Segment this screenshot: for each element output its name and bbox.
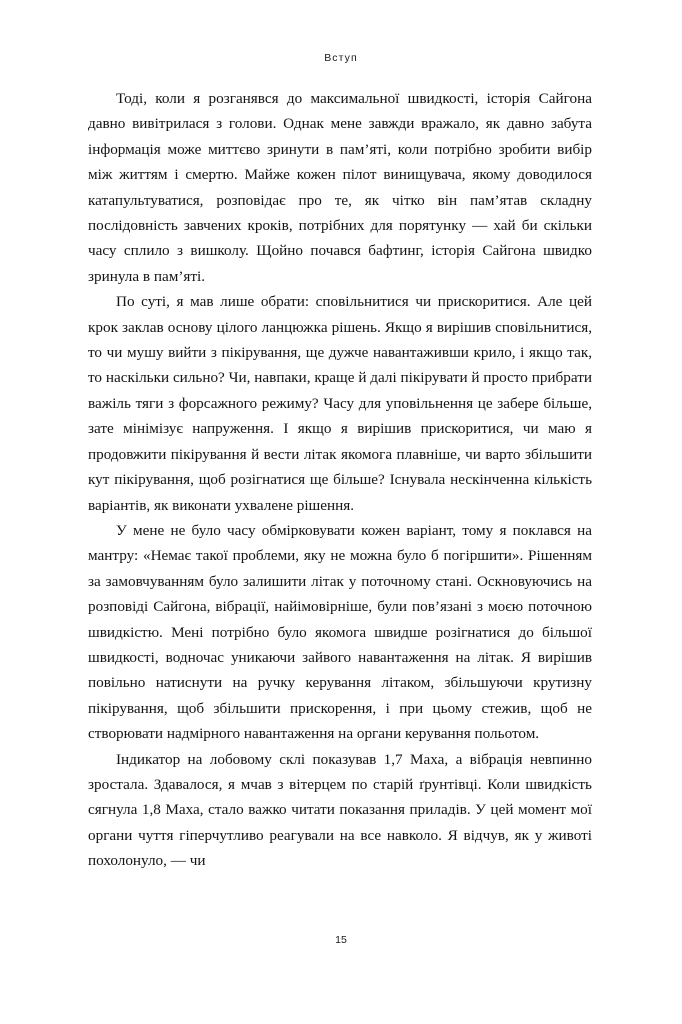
paragraph: По суті, я мав лише обрати: сповільнитися чи прискоритися. Але цей крок заклав основу цілого ланцюжка рішень. Якщо я вирішив сповільнитися, то чи мушу вийти з пікірування, ще дужче навантаживши крило, і якщо так, то наскільки сильно? Чи, навпаки, краще й далі пікірувати й просто прибрати важіль тяги з форсажного режиму? Часу для уповільнення це забере більше, зате мінімізує напруження. І якщо я вирішив прискоритися, чи маю я продовжити пікірування й вести літак якомога плавніше, чи варто збільшити кут пікірування, щоб розігнатися ще більше? Існувала нескінченна кількість варіантів, як виконати ухвалене рішення. [88,293,592,514]
paragraph: Індикатор на лобовому склі показував 1,7 Маха, а вібрація невпинно зростала. Здавалося, я мчав з вітерцем по старій ґрунтівці. Коли швидкість сягнула 1,8 Маха, стало важко читати показання приладів. У цей момент мої органи чуття гіперчутливо реагували на все навколо. Я відчув, як у животі похолонуло, — чи [88,750,592,870]
body-text [88,86,592,874]
running-head: Вступ [324,52,358,64]
paragraph: У мене не було часу обмірковувати кожен варіант, тому я поклався на мантру: «Немає такої проблеми, яку не можна було б погіршити». Рішенням за замовчуванням було залишити літак у поточному стані. Оскновуючись на розповіді Сайгона, вібрації, найімовірніше, були пов’язані з моєю поточною швидкістю. Мені потрібно було якомога швидше розігнатися до більшої швидкості, водночас уникаючи зайвого навантаження на літак. Я вирішив повільно натиснути на ручку керування літаком, збільшуючи крутизну пікірування, щоб збільшити прискорення, і при цьому стежив, щоб не створювати надмірного навантаження на органи керування польотом. [88,521,592,743]
page-number: 15 [335,934,347,946]
paragraph: Тоді, коли я розганявся до максимальної швидкості, історія Сайгона давно вивітрилася з голови. Однак мене завжди вражало, як давно забута інформація може миттєво зринути в пам’яті, коли потрібно зробити вибір між життям і смертю. Майже кожен пілот винищувача, якому доводилося катапультуватися, розповідає про те, як чітко він пам’ятав складну послідовність завчених кроків, потрібних для порятунку — хай би скільки часу сплило з вишколу. Щойно почався бафтинг, історія Сайгона швидко зринула в пам’яті. [88,90,592,285]
